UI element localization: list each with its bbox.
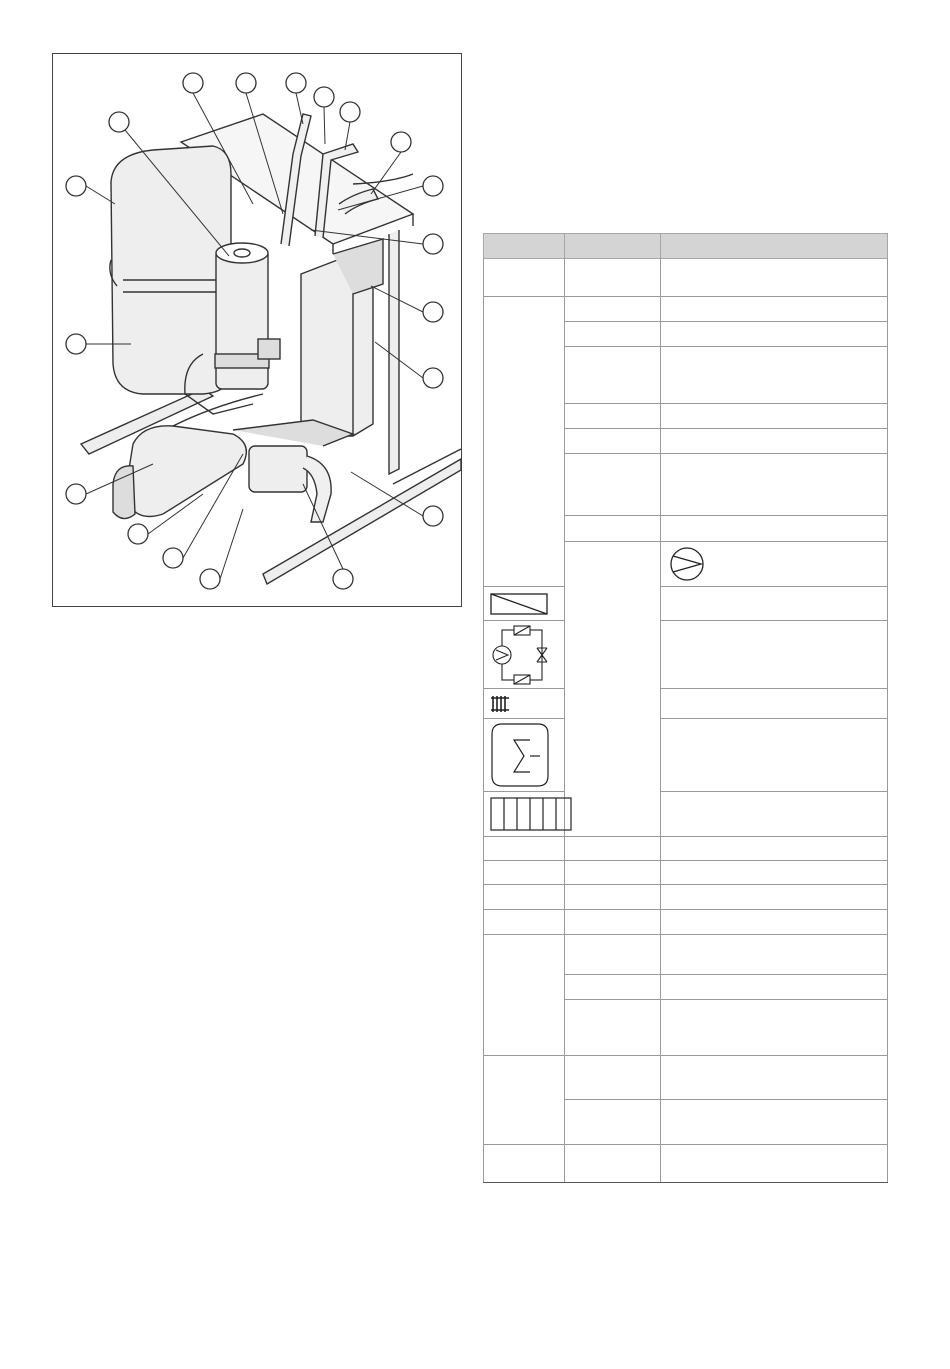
callout-marker — [66, 484, 86, 504]
table-row — [484, 792, 888, 837]
table-row — [484, 297, 888, 322]
callout-marker — [333, 569, 353, 589]
hot-water-cylinder-symbol-icon — [490, 722, 550, 788]
table-row — [484, 587, 888, 621]
callout-marker — [423, 302, 443, 322]
table-row — [484, 1056, 888, 1100]
bottom-pipe-loop — [125, 426, 246, 517]
circulation-pump — [249, 446, 307, 492]
table-row — [484, 885, 888, 910]
table-row — [484, 719, 888, 792]
table-row — [484, 910, 888, 935]
legend-table — [483, 233, 888, 1183]
legend-header-col-1 — [484, 234, 565, 259]
table-row — [484, 837, 888, 861]
callout-marker — [391, 132, 411, 152]
callout-marker — [66, 334, 86, 354]
callout-marker — [128, 524, 148, 544]
electric-heater-symbol-icon — [490, 592, 550, 616]
pump-symbol-icon — [667, 546, 707, 582]
callout-marker — [340, 102, 360, 122]
expansion-vessel — [111, 146, 231, 394]
callout-marker — [423, 234, 443, 254]
callout-marker — [236, 73, 256, 93]
buffer-tank-symbol-icon — [490, 797, 572, 831]
callout-marker — [163, 548, 183, 568]
callout-marker — [200, 569, 220, 589]
callout-marker — [66, 176, 86, 196]
callout-marker — [423, 506, 443, 526]
table-row — [484, 1145, 888, 1183]
callout-marker — [423, 176, 443, 196]
table-row — [484, 861, 888, 885]
callout-marker — [423, 368, 443, 388]
legend-header-col-3 — [661, 234, 888, 259]
radiator-symbol-icon — [490, 695, 510, 713]
callout-marker — [183, 73, 203, 93]
heat-pump-unit-drawing — [53, 54, 463, 608]
table-row — [484, 689, 888, 719]
legend-header-row — [484, 234, 888, 259]
callout-marker — [314, 87, 334, 107]
refrigerant-circuit-symbol-icon — [490, 624, 554, 686]
callout-marker — [109, 112, 129, 132]
component-illustration-frame — [52, 53, 462, 607]
callout-marker — [286, 73, 306, 93]
frame-right-post — [389, 230, 399, 474]
table-row — [484, 935, 888, 975]
table-row — [484, 259, 888, 297]
legend-header-col-2 — [565, 234, 661, 259]
table-row — [484, 621, 888, 689]
